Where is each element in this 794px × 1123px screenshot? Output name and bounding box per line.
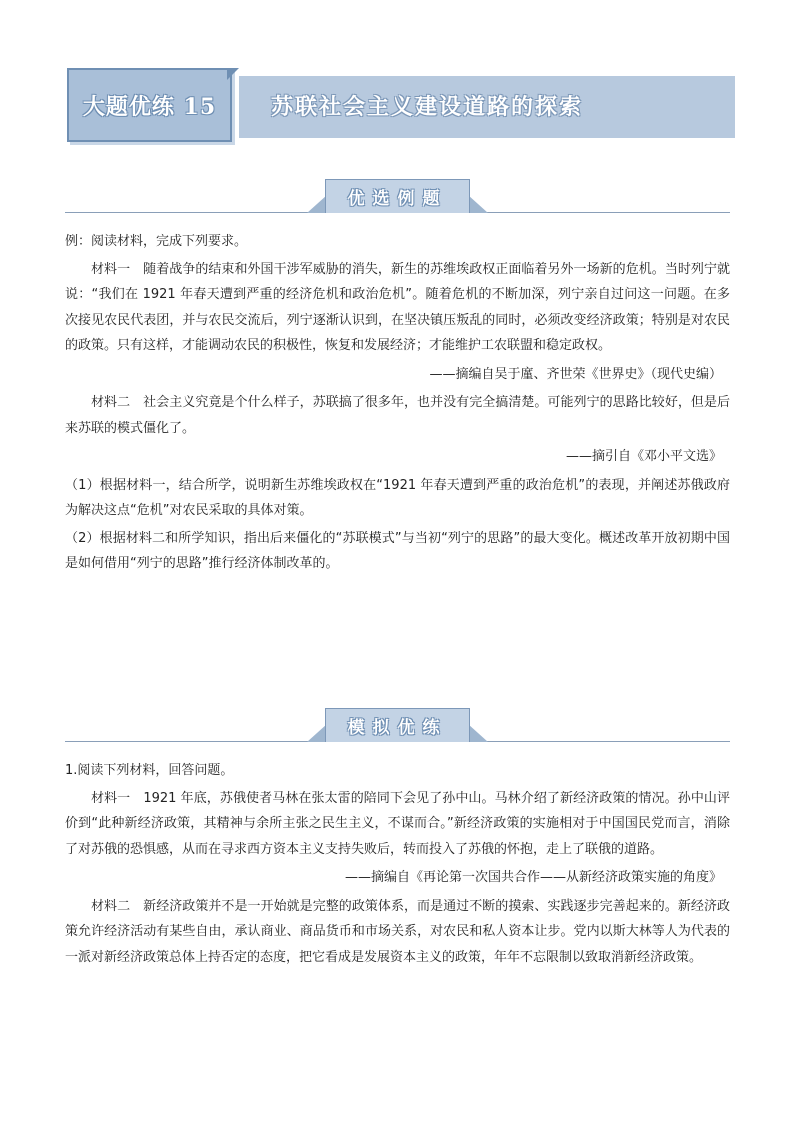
section-tab	[315, 704, 480, 742]
example-section	[65, 229, 730, 577]
practice-source-1: ——摘编自《再论第一次国共合作——从新经济政策实施的角度》	[344, 870, 722, 885]
section-heading-label: 模拟优练	[347, 718, 448, 738]
example-material-1: 材料一 随着战争的结束和外国干涉军威胁的消失，新生的苏维埃政权正面临着另外一场新的危机。当时列宁就说：“我们在 1921 年春天遭到严重的经济危机和政治危机”。随着危机的不断加深，列宁亲自过问这一问题。在多次接见农民代表团，并与农民交流后，列宁逐渐认识到，在坚决镇压叛乱的同时，必须改变经济政策；特别是对农民的政策。只有这样，才能调动农民的积极性，恢复和发展经济；才能维护工农联盟和稳定政权。	[65, 261, 730, 353]
practice-material-1: 材料一 1921 年底，苏俄使者马林在张太雷的陪同下会见了孙中山。马林介绍了新经济政策的情况。孙中山评价到“此种新经济政策，其精神与余所主张之民生主义，不谋而合。”新经济政策的实施相对于中国国民党而言，消除了对苏俄的恐惧感，从而在寻求西方资本主义支持失败后，转而投入了苏俄的怀抱，走上了联俄的道路。	[65, 790, 730, 857]
question-2: （2）根据材料二和所学知识，指出后来僵化的“苏联模式”与当初“列宁的思路”的最大变化。概述改革开放初期中国是如何借用“列宁的思路”推行经济体制改革的。	[65, 530, 730, 571]
question-1: （1）根据材料一，结合所学，说明新生苏维埃政权在“1921 年春天遭到严重的政治危机”的表现，并阐述苏俄政府为解决这点“危机”对农民采取的具体对策。	[65, 477, 730, 518]
example-source-1: ——摘编自吴于廑、齐世荣《世界史》（现代史编）	[429, 366, 722, 382]
example-material-2: 材料二 社会主义究竟是个什么样子，苏联搞了很多年，也并没有完全搞清楚。可能列宁的思路比较好，但是后来苏联的模式僵化了。	[65, 395, 730, 436]
banner-title-box	[239, 76, 735, 138]
practice-intro: 1.阅读下列材料，回答问题。	[65, 763, 234, 778]
banner-notch	[227, 68, 239, 80]
section-heading-label: 优选例题	[347, 189, 448, 209]
page-title: 苏联社会主义建设道路的探索	[271, 94, 584, 120]
practice-section	[65, 758, 730, 970]
title-banner	[67, 68, 735, 142]
section-heading-practice	[65, 702, 730, 742]
banner-label: 大题优练 15	[82, 94, 217, 120]
section-heading-example	[65, 173, 730, 213]
section-tab	[315, 175, 480, 213]
banner-label-box	[67, 68, 232, 142]
practice-material-2: 材料二 新经济政策并不是一开始就是完整的政策体系，而是通过不断的摸索、实践逐步完善起来的。新经济政策允许经济活动有某些自由，承认商业、商品货币和市场关系，对农民和私人资本让步。党内以斯大林等人为代表的一派对新经济政策总体上持否定的态度，把它看成是发展资本主义的政策，年年不忘限制以致取消新经济政策。	[65, 898, 730, 965]
example-source-2: ——摘引自《邓小平文选》	[565, 449, 722, 464]
example-intro: 例：阅读材料，完成下列要求。	[65, 234, 248, 249]
